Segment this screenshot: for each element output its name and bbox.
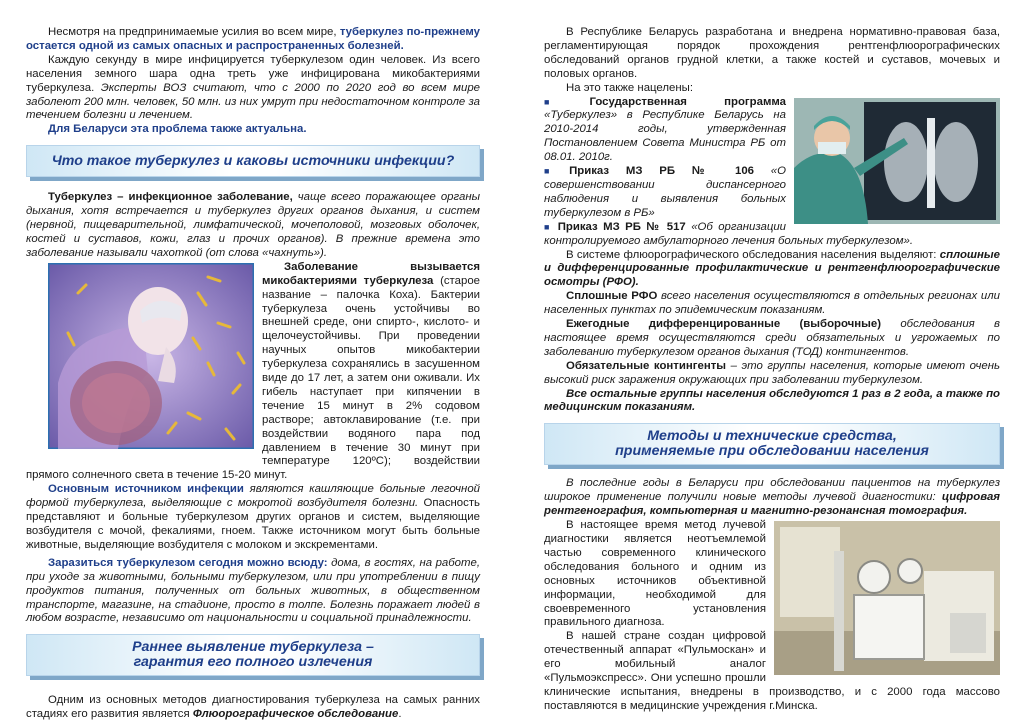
intro-paragraph-1: Несмотря на предпринимаемые усилия во всем мире, туберкулез по-прежнему остается одной из самых опасных и распространенных болезней. <box>26 26 480 52</box>
right-column <box>544 0 1000 714</box>
now-paragraph: В настоящее время метод лучевой диагностики является неотъемлемой частью современного клинического обследования больного и одним из основных источников объективной информации, необходимой для своевременного установления правильного диагноза. <box>544 519 766 629</box>
final-paragraph: Одним из основных методов диагностирования туберкулеза на самых ранних стадиях его развития является Флюорографическое обследование. <box>26 694 480 721</box>
infection-paragraph: Заразиться туберкулезом сегодня можно всюду: дома, в гостях, на работе, при уходе за животными, больными туберкулезом, или при употреблении в пищу продуктов питания, полученных от больных животных, в общественном транспорте, магазине, на стадионе, просто в толпе. Болезнь поражает людей в любом возрасте, независимо от национальности и социальной принадлежности. <box>26 556 480 625</box>
section-banner-early-detection: Раннее выявление туберкулеза – гарантия его полного излечения <box>26 634 480 676</box>
country-paragraph: В нашей стране создан цифровой отечественный аппарат «Пульмоскан» и его мобильный аналог «Пульмоэкспресс». Они успешно прошли клинические испытания, внедрены в производство, и с 2000 года массово поставляются в медицинские учреждения г.Минска. <box>544 630 1000 712</box>
system-paragraph: В системе флюорографического обследования населения выделяют: сплошные и дифференцированные профилактические и рентгенфлюорографические осмотры (РФО). <box>544 248 1000 289</box>
source-paragraph: Основным источником инфекции являются кашляющие больные легочной формой туберкулеза, выделяющие с мокротой возбудителя болезни. Опасность представляют и больные туберкулезом других органов и систем, выделяющие возбудителя с мочой, фекалиями, гноем. Также источником могут быть больные животные, выделяющие возбудителя с молоком и экскрементами. <box>26 483 480 551</box>
item-state-program: ■ Государственная программа «Туберкулез» в Республике Беларусь на 2010-2014 годы, утвержденная Постановлением Совета Министра РБ от 08.01. 2010г. <box>544 95 787 164</box>
xray-apparatus-photo <box>774 521 1000 680</box>
left-column <box>26 0 480 722</box>
aimed-paragraph: На это также нацелены: <box>566 81 694 94</box>
definition-paragraph: Туберкулез – инфекционное заболевание, чаще всего поражающее органы дыхания, хотя встречается и туберкулез других органов дыхания, и систем (нервной, пищеварительной, лимфатической, мочеполовой, мозговых оболочек, костей и суставов, кожи, глаз и прочих органов). В прежние времена это заболевание называли чахоткой (от слова «чахнуть»). <box>26 191 480 259</box>
cause-paragraph: Заболевание вызывается микобактериями туберкулеза (старое название – палочка Коха). Бактерии туберкулеза очень устойчивы во внешней среде, они спирто-, кислото- и щелочеустойчивы. При проведении научных опытов микобактерии туберкулеза сохранялись в засушенном виде до 17 лет, а затем они оживали. Их гибель наступает при кипячении в течение 15 минут в 2% содовом растворе; автоклавирование (т.е. при воздействии водяного пара под давлением в течение 30 минут при температуре 120ºС); воздействии прямого солнечного света в течение 15-20 минут. <box>26 260 480 482</box>
doctor-xray-photo <box>794 98 1000 229</box>
intro-paragraph-2: Каждую секунду в мире инфицируется туберкулезом один человек. Из всего населения земного шара одна треть уже инфицирована микобактериями туберкулеза. Эксперты ВОЗ считают, что с 2000 по 2020 год во всем мире заболеют 200 млн. человек, 50 млн. из них умрут при недостаточном контроле за течением болезни и лечением. <box>26 53 480 122</box>
others-paragraph: Все остальные группы населения обследуются 1 раз в 2 года, а также по медицинским показаниям. <box>544 387 1000 414</box>
tb-illustration <box>26 263 254 454</box>
item-order-517: ■ Приказ МЗ РБ № 517 «Об организации контролируемого амбулаторного лечения больных туберкулезом». <box>544 220 914 247</box>
annual-paragraph: Ежегодные дифференцированные (выборочные) обследования в настоящее время осуществляются среди обязательных и угрожаемых по заболеванию туберкулезом органов дыхания (ТОД) контингентов. <box>544 318 1000 358</box>
section-banner-methods: Методы и технические средства, применяемые при обследовании населения <box>544 423 1000 465</box>
intro-paragraph-3: Для Беларуси эта проблема также актуальна. <box>48 123 307 136</box>
legal-base-paragraph: В Республике Беларусь разработана и внедрена нормативно-правовая база, регламентирующая порядок прохождения рентгенфлюорографических обследований органов грудной клетки, а также костей и суставов, мочевых и половых органов. <box>544 26 1000 80</box>
solid-rfo-paragraph: Сплошные РФО всего населения осуществляются в отдельных регионах или населенных пунктах по эпидемическим показаниям. <box>544 290 1000 317</box>
methods-paragraph: В последние годы в Беларуси при обследовании пациентов на туберкулез широкое применение получили новые методы лучевой диагностики: цифровая рентгенография, компьютерная и магнитно-резонансная томография. <box>544 477 1000 518</box>
section-banner-tb-sources: Что такое туберкулез и каковы источники инфекции? <box>26 145 480 177</box>
item-order-106: ■ Приказ МЗ РБ № 106 «О совершенствовании диспансерного наблюдения и выявления больных туберкулезом в РБ» <box>544 165 786 219</box>
contingent-paragraph: Обязательные контингенты – это группы населения, которые имеют очень высокий риск заражения окружающих при заболевании туберкулезом. <box>544 359 1000 386</box>
